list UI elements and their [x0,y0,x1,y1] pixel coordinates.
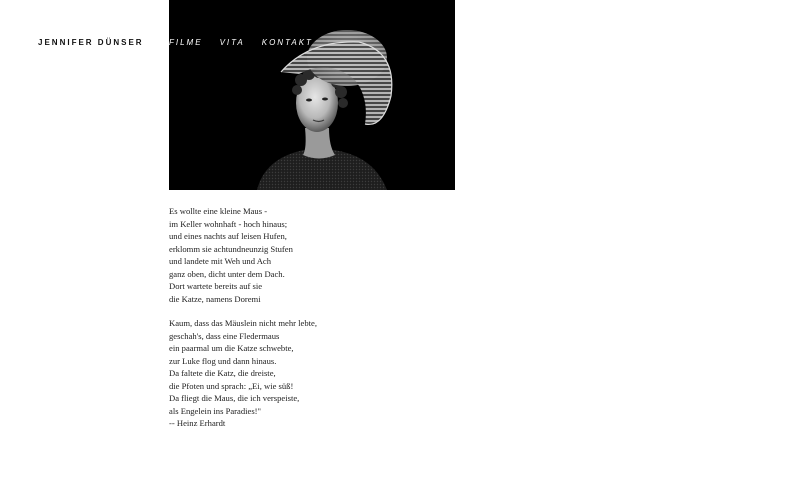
poem-line: im Keller wohnhaft - hoch hinaus; [169,218,288,229]
poem-stanza [169,317,429,430]
poem-line: zur Luke flog und dann hinaus. [169,355,277,366]
poem-author: -- Heinz Erhardt [169,418,226,428]
hero-photo [169,0,455,190]
poem-line: Da fliegt die Maus, die ich verspeiste, [169,393,300,403]
poem-stanza [169,205,429,305]
poem-line: die Katze, namens Doremi [169,293,261,304]
poem-line: geschah's, dass eine Fledermaus [169,330,280,341]
poem-line: als Engelein ins Paradies!" [169,405,262,416]
poem-line: und eines nachts auf leisen Hufen, [169,231,287,241]
nav-item-filme[interactable]: FILME [169,38,203,47]
nav-item-vita[interactable]: VITA [219,38,245,47]
poem-line: Da faltete die Katz, die dreiste, [169,368,276,378]
poem-line: Es wollte eine kleine Maus - [169,206,268,216]
site-title[interactable]: JENNIFER DÜNSER [38,38,144,47]
poem-line: ganz oben, dicht unter dem Dach. [169,268,285,279]
main-nav [169,38,313,48]
poem-line: Kaum, dass das Mäuslein nicht mehr lebte, [169,318,317,328]
poem [169,205,429,442]
poem-line: erklomm sie achtundneunzig Stufen [169,243,293,254]
poem-line: Dort wartete bereits auf sie [169,281,263,291]
poem-line: ein paarmal um die Katze schwebte, [169,343,294,353]
poem-line: und landete mit Weh und Ach [169,256,272,266]
nav-item-kontakt[interactable]: KONTAKT [261,38,313,47]
poem-line: die Pfoten und sprach: „Ei, wie süß! [169,380,294,391]
portrait-image [169,0,455,190]
